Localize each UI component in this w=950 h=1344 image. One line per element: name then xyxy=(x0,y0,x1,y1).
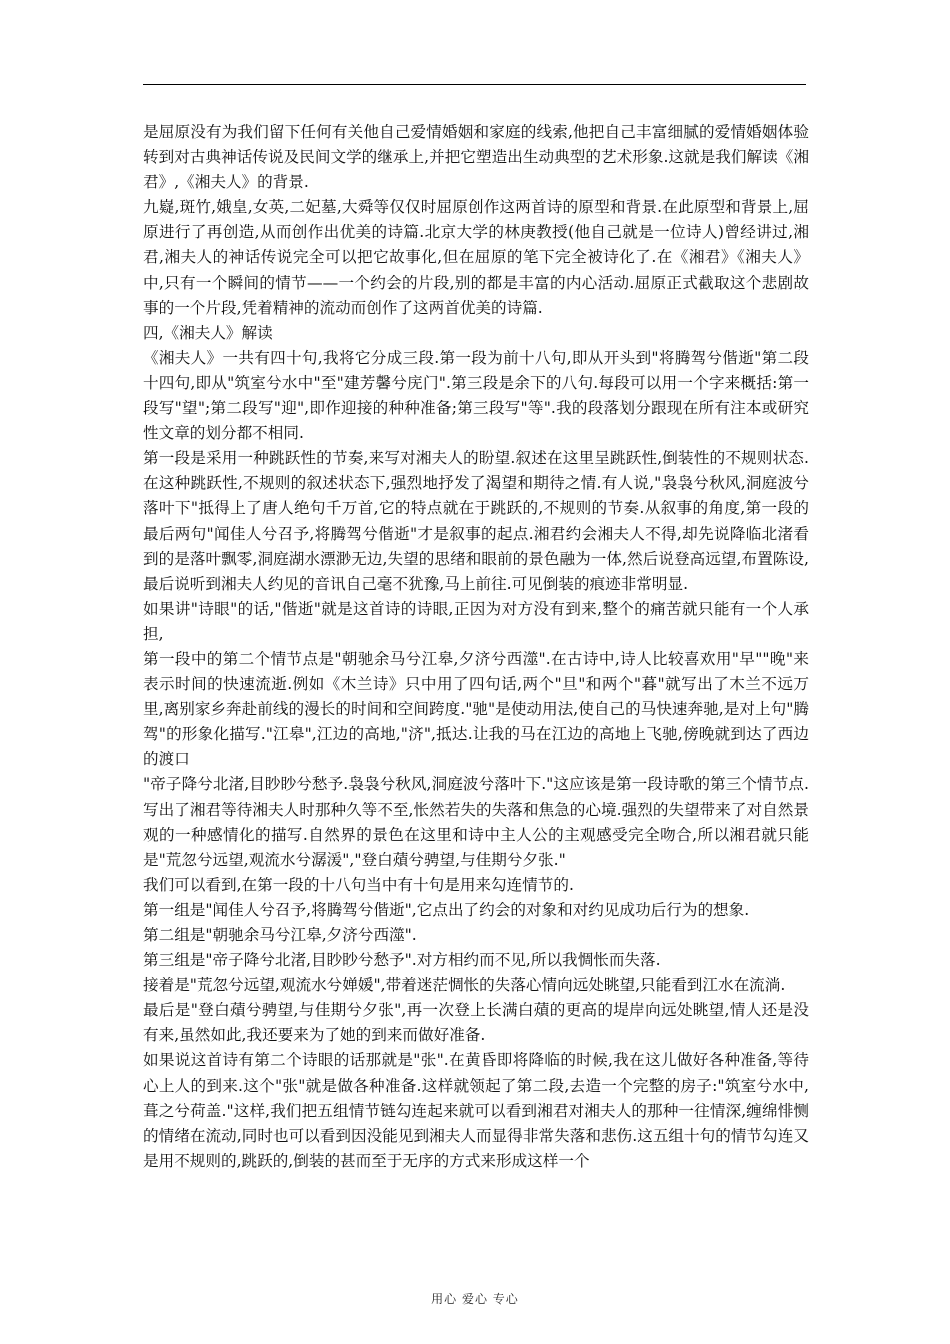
paragraph: 第三组是"帝子降兮北渚,目眇眇兮愁予".对方相约而不见,所以我惆怅而失落. xyxy=(143,951,661,970)
paragraph: 九嶷,斑竹,娥皇,女英,二妃墓,大舜等仅仅时屈原创作这两首诗的原型和背景.在此原型和背景上,屈原进行了再创造,从而创作出优美的诗篇.北京大学的林庚教授(他自己就是一位诗人)曾经讲过,湘君,湘夫人的神话传说完全可以把它故事化,但在屈原的笔下完全被诗化了.在《湘君》《湘夫人》中,只有一个瞬间的情节——一个约会的片段,别的都是丰富的内心活动.屈原正式截取这个悲剧故事的一个片段,凭着精神的流动而创作了这两首优美的诗篇. xyxy=(143,198,809,317)
paragraph: "帝子降兮北渚,目眇眇兮愁予.袅袅兮秋风,洞庭波兮落叶下."这应该是第一段诗歌的第三个情节点.写出了湘君等待湘夫人时那种久等不至,怅然若失的失落和焦急的心境.强烈的失望带来了对自然景观的一种感情化的描写.自然界的景色在这里和诗中主人公的主观感受完全吻合,所以湘君就只能是"荒忽兮远望,观流水兮潺湲","登白薠兮骋望,与佳期兮夕张." xyxy=(143,775,809,869)
section-heading: 四,《湘夫人》解读 xyxy=(143,323,273,342)
paragraph: 最后是"登白薠兮骋望,与佳期兮夕张",再一次登上长满白薠的更高的堤岸向远处眺望,情人还是没有来,虽然如此,我还要来为了她的到来而做好准备. xyxy=(143,1001,809,1045)
paragraph: 第一段是采用一种跳跃性的节奏,来写对湘夫人的盼望.叙述在这里呈跳跃性,倒装性的不规则状态.在这种跳跃性,不规则的叙述状态下,强烈地抒发了渴望和期待之情.有人说,"袅袅兮秋风,洞庭波兮落叶下"抵得上了唐人绝句千万首,它的特点就在于跳跃的,不规则的节奏.从叙事的角度,第一段的最后两句"闻佳人兮召予,将腾驾兮偕逝"才是叙事的起点.湘君约会湘夫人不得,却先说降临北渚看到的是落叶飘零,洞庭湖水漂渺无边,失望的思绪和眼前的景色融为一体,然后说登高远望,布置陈设,最后说听到湘夫人约见的音讯自己毫不犹豫,马上前往.可见倒装的痕迹非常明显. xyxy=(143,449,809,593)
paragraph: 我们可以看到,在第一段的十八句当中有十句是用来勾连情节的. xyxy=(143,875,574,894)
paragraph: 第一段中的第二个情节点是"朝驰余马兮江皋,夕济兮西澨".在古诗中,诗人比较喜欢用"早""晚"来表示时间的快速流逝.例如《木兰诗》只中用了四句话,两个"旦"和两个"暮"就写出了木兰不远万里,离别家乡奔赴前线的漫长的时间和空间跨度."驰"是使动用法,使自己的马快速奔驰,是对上句"腾驾"的形象化描写."江皋",江边的高地,"济",抵达.让我的马在江边的高地上飞驰,傍晚就到达了西边的渡口 xyxy=(143,649,809,769)
paragraph: 如果说这首诗有第二个诗眼的话那就是"张".在黄昏即将降临的时候,我在这儿做好各种准备,等待心上人的到来.这个"张"就是做各种准备.这样就领起了第二段,去造一个完整的房子:"筑室兮水中,葺之兮荷盖."这样,我们把五组情节链勾连起来就可以看到湘君对湘夫人的那种一往情深,缠绵悱恻的情绪在流动,同时也可以看到因没能见到湘夫人而显得非常失落和悲伤.这五组十句的情节勾连又是用不规则的,跳跃的,倒装的甚而至于无序的方式来形成这样一个 xyxy=(143,1051,809,1170)
paragraph: 如果讲"诗眼"的话,"偕逝"就是这首诗的诗眼,正因为对方没有到来,整个的痛苦就只能有一个人承担, xyxy=(143,599,809,643)
header-rule xyxy=(143,84,806,85)
document-body xyxy=(143,120,809,1174)
paragraph: 第二组是"朝驰余马兮江皋,夕济兮西澨". xyxy=(143,926,417,944)
page-footer: 用心 爱心 专心 xyxy=(431,1292,519,1306)
paragraph: 《湘夫人》一共有四十句,我将它分成三段.第一段为前十八句,即从开头到"将腾驾兮偕逝"第二段十四句,即从"筑室兮水中"至"建芳馨兮庑门".第三段是余下的八句.每段可以用一个字来概括:第一段写"望";第二段写"迎",即作迎接的种种准备;第三段写"等".我的段落划分跟现在所有注本或研究性文章的划分都不相同. xyxy=(143,348,809,443)
paragraph: 第一组是"闻佳人兮召予,将腾驾兮偕逝",它点出了约会的对象和对约见成功后行为的想象. xyxy=(143,900,750,919)
paragraph: 是屈原没有为我们留下任何有关他自己爱情婚姻和家庭的线索,他把自己丰富细腻的爱情婚姻体验转到对古典神话传说及民间文学的继承上,并把它塑造出生动典型的艺术形象.这就是我们解读《湘君》,《湘夫人》的背景. xyxy=(143,123,809,192)
paragraph: 接着是"荒忽兮远望,观流水兮婵媛",带着迷茫惆怅的失落心情向远处眺望,只能看到江水在流淌. xyxy=(143,976,786,995)
